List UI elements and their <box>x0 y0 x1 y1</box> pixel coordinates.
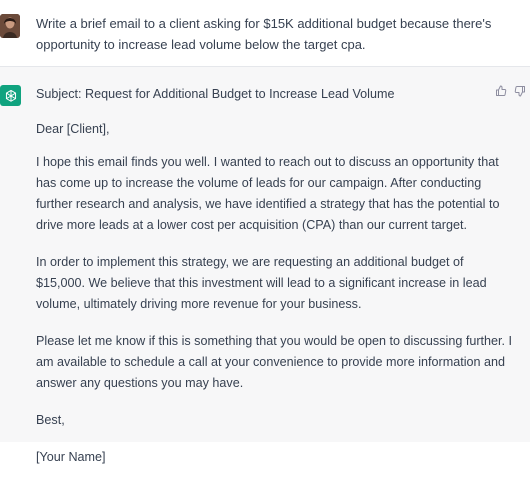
openai-logo-icon <box>0 85 21 106</box>
feedback-buttons <box>495 85 526 97</box>
email-paragraph: I hope this email finds you well. I wanted to reach out to discuss an opportunity that has come up to increase the volume of leads for our campaign. After conducting further research and analysis, we have identified a strategy that has the potential to drive more leads at a lower cost per acquisition (CPA) than our current target. <box>36 155 500 232</box>
user-message-row <box>0 0 530 67</box>
thumbs-down-icon[interactable] <box>514 85 526 97</box>
email-signature: [Your Name] <box>36 450 106 464</box>
user-message-text: Write a brief email to a client asking for $15K additional budget because there's opportunity to increase lead volume below the target cpa. <box>36 16 492 52</box>
user-avatar <box>0 14 20 38</box>
email-closing: Best, <box>36 413 65 427</box>
email-paragraph: In order to implement this strategy, we are requesting an additional budget of $15,000. We believe that this investment will lead to a significant increase in lead volume, ultimately driving more revenue for your business. <box>36 255 487 311</box>
assistant-message-row <box>0 67 530 464</box>
thumbs-up-icon[interactable] <box>495 85 507 97</box>
email-subject: Subject: Request for Additional Budget to Increase Lead Volume <box>36 87 395 101</box>
email-paragraph: Please let me know if this is something that you would be open to discussing further. I am available to schedule a call at your convenience to provide more information and answer any questions you may have. <box>36 334 513 390</box>
assistant-message-content <box>36 84 514 484</box>
email-greeting: Dear [Client], <box>36 122 110 136</box>
